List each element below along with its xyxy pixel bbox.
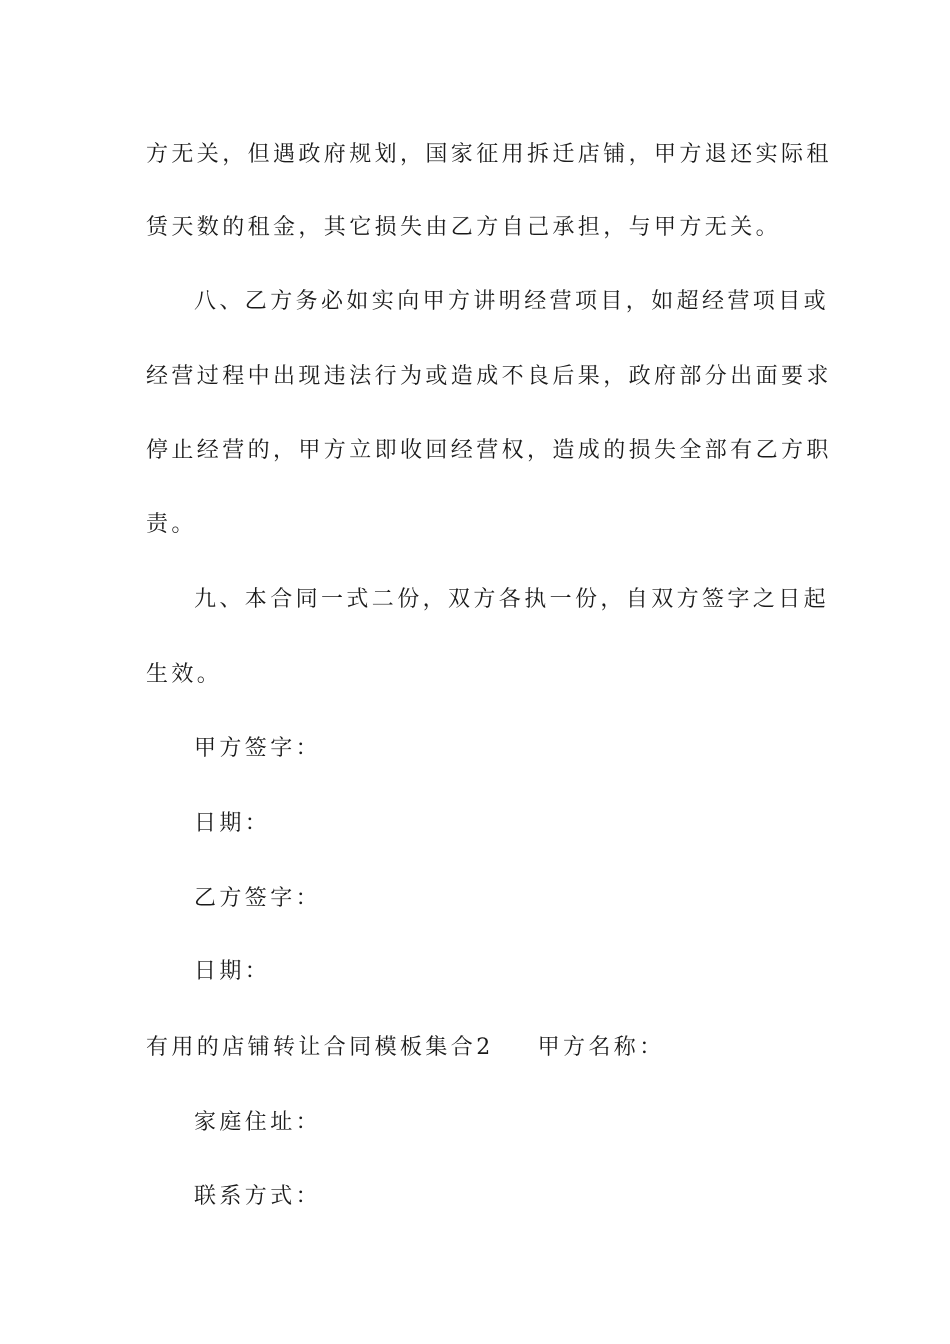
paragraph-8-line-2: 经营过程中出现违法行为或造成不良后果，政府部分出面要求 [146, 364, 832, 389]
paragraph-8-line-3: 停止经营的，甲方立即收回经营权，造成的损失全部有乙方职 [146, 438, 832, 463]
home-address-label: 家庭住址： [194, 1110, 322, 1135]
party-b-date-label: 日期： [194, 959, 271, 984]
paragraph-8-line-1: 八、乙方务必如实向甲方讲明经营项目，如超经营项目或 [194, 289, 830, 314]
party-a-name-label: 甲方名称： [537, 1035, 665, 1060]
party-b-signature-label: 乙方签字： [194, 886, 322, 911]
paragraph-9-line-1: 九、本合同一式二份，双方各执一份，自双方签字之日起 [194, 587, 830, 612]
next-contract-title: 有用的店铺转让合同模板集合2 [146, 1035, 494, 1060]
contact-label: 联系方式： [194, 1184, 322, 1209]
paragraph-7-line-2: 赁天数的租金，其它损失由乙方自己承担，与甲方无关。 [146, 215, 782, 240]
paragraph-9-line-2: 生效。 [146, 662, 223, 687]
paragraph-8-line-4: 责。 [146, 512, 197, 537]
party-a-date-label: 日期： [194, 811, 271, 836]
party-a-signature-label: 甲方签字： [194, 736, 322, 761]
next-contract-title-line [146, 1033, 816, 1063]
paragraph-7-line-1: 方无关，但遇政府规划，国家征用拆迁店铺，甲方退还实际租 [146, 142, 832, 167]
